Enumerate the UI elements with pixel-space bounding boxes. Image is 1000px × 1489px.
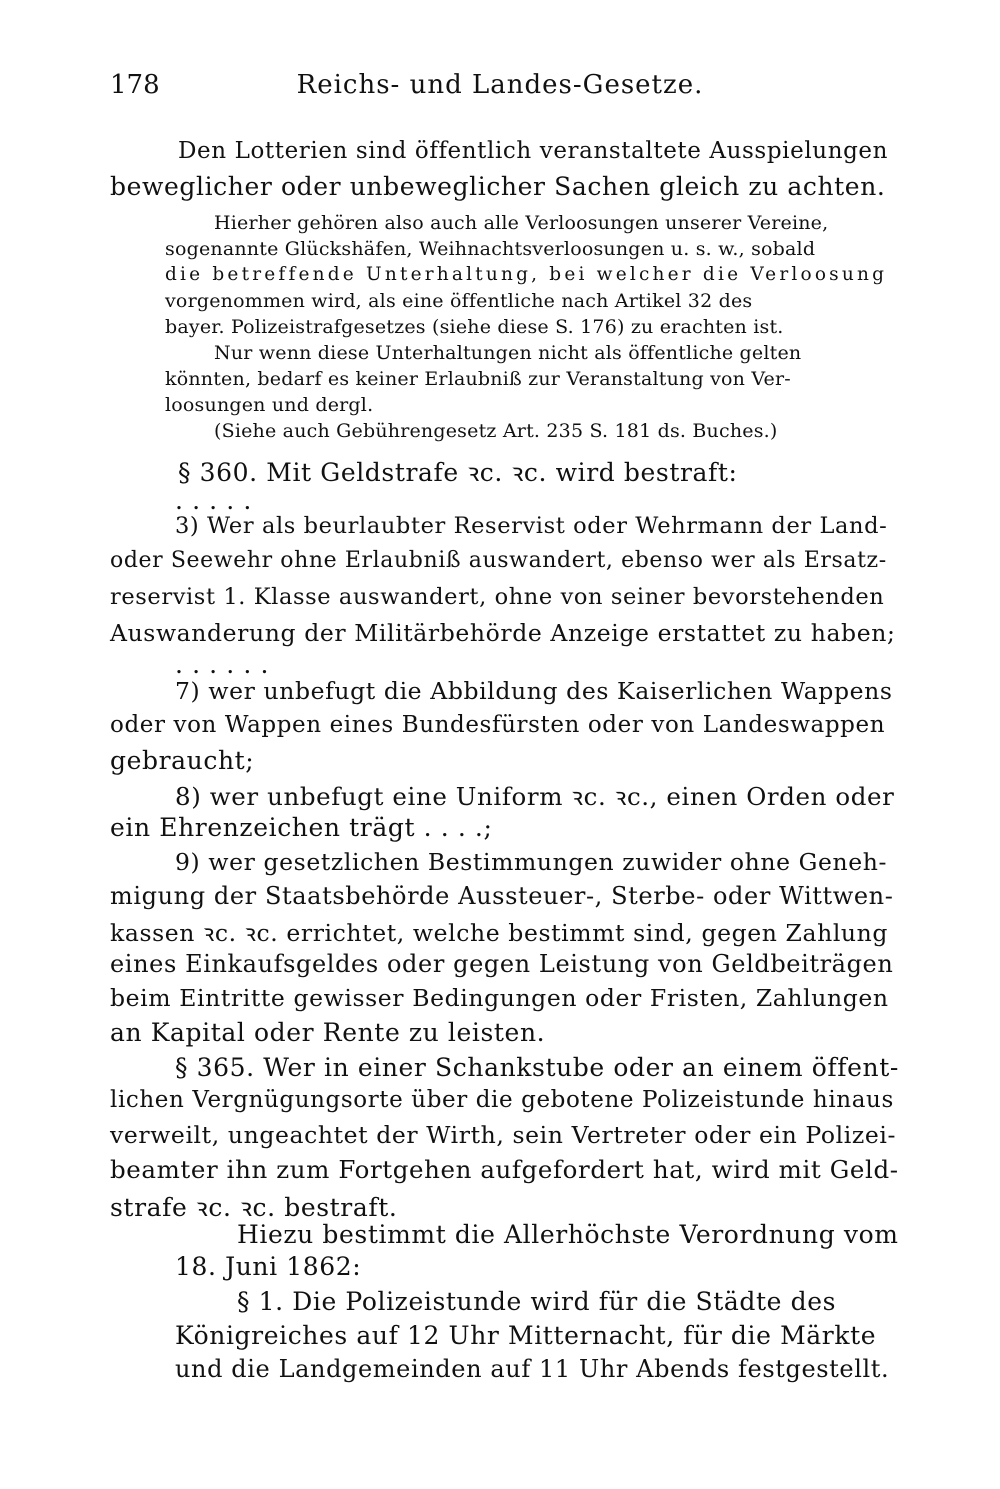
text-line: verweilt, ungeachtet der Wirth, sein Vertreter oder ein Polizei- (110, 1121, 897, 1149)
page-header (110, 70, 890, 110)
text-line: 8) wer unbefugt eine Uniform ꝛc. ꝛc., einen Orden oder (175, 782, 895, 811)
text-line: lichen Vergnügungsorte über die gebotene Polizeistunde hinaus (110, 1087, 894, 1113)
text-line: ein Ehrenzeichen trägt . . . .; (110, 813, 493, 842)
text-line: strafe ꝛc. ꝛc. bestraft. (110, 1193, 398, 1222)
text-line: Hiezu bestimmt die Allerhöchste Verordnung vom (237, 1220, 899, 1249)
section-heading: § 360. Mit Geldstrafe ꝛc. ꝛc. wird bestraft: (178, 458, 738, 487)
text-line: Nur wenn diese Unterhaltungen nicht als öffentliche gelten (214, 342, 802, 364)
section-heading: § 365. Wer in einer Schankstube oder an einem öffent- (175, 1053, 899, 1082)
text-line: vorgenommen wird, als eine öffentliche nach Artikel 32 des (165, 290, 753, 312)
text-line: reservist 1. Klasse auswandert, ohne von seiner bevorstehenden (110, 584, 885, 610)
text-line: oder von Wappen eines Bundesfürsten oder von Landeswappen (110, 712, 886, 738)
text-line: beweglicher oder unbeweglicher Sachen gleich zu achten. (110, 172, 886, 201)
text-line: sogenannte Glückshäfen, Weihnachtsverloosungen u. s. w., sobald (165, 238, 816, 260)
ellipsis-line: . . . . . . (175, 650, 270, 679)
text-line: 7) wer unbefugt die Abbildung des Kaiserlichen Wappens (175, 677, 893, 705)
running-title: Reichs- und Landes-Gesetze. (296, 70, 704, 100)
text-line: (Siehe auch Gebührengesetz Art. 235 S. 181 ds. Buches.) (214, 420, 778, 442)
text-line: loosungen und dergl. (165, 394, 374, 416)
text-line: 18. Juni 1862: (175, 1252, 362, 1281)
text-line: und die Landgemeinden auf 11 Uhr Abends festgestellt. (175, 1355, 890, 1383)
text-line: bayer. Polizeistrafgesetzes (siehe diese S. 176) zu erachten ist. (165, 316, 784, 338)
text-line: kassen ꝛc. ꝛc. errichtet, welche bestimmt sind, gegen Zahlung (110, 919, 889, 947)
page-number: 178 (110, 70, 160, 100)
text-line: an Kapital oder Rente zu leisten. (110, 1018, 546, 1047)
text-line: Königreiches auf 12 Uhr Mitternacht, für die Märkte (175, 1321, 877, 1350)
text-line: migung der Staatsbehörde Aussteuer-, Sterbe- oder Wittwen- (110, 882, 894, 910)
text-line: oder Seewehr ohne Erlaubniß auswandert, ebenso wer als Ersatz- (110, 548, 887, 573)
ellipsis-line: . . . . . (175, 486, 252, 515)
text-line: die betreffende Unterhaltung, bei welcher die Verloosung (165, 264, 888, 285)
text-line: gebraucht; (110, 746, 255, 775)
text-line: beim Eintritte gewisser Bedingungen oder Fristen, Zahlungen (110, 984, 889, 1012)
text-line: Auswanderung der Militärbehörde Anzeige erstattet zu haben; (110, 619, 896, 647)
text-line: 9) wer gesetzlichen Bestimmungen zuwider ohne Geneh- (175, 848, 888, 876)
text-line: Hierher gehören also auch alle Verloosungen unserer Vereine, (214, 212, 829, 234)
text-line: beamter ihn zum Fortgehen aufgefordert hat, wird mit Geld- (110, 1155, 899, 1184)
text-line: 3) Wer als beurlaubter Reservist oder Wehrmann der Land- (175, 513, 888, 539)
text-line: eines Einkaufsgeldes oder gegen Leistung von Geldbeiträgen (110, 950, 894, 978)
text-line: § 1. Die Polizeistunde wird für die Städte des (237, 1287, 837, 1316)
text-line: könnten, bedarf es keiner Erlaubniß zur Veranstaltung von Ver- (165, 368, 791, 390)
text-line: Den Lotterien sind öffentlich veranstaltete Ausspielungen (178, 138, 889, 164)
